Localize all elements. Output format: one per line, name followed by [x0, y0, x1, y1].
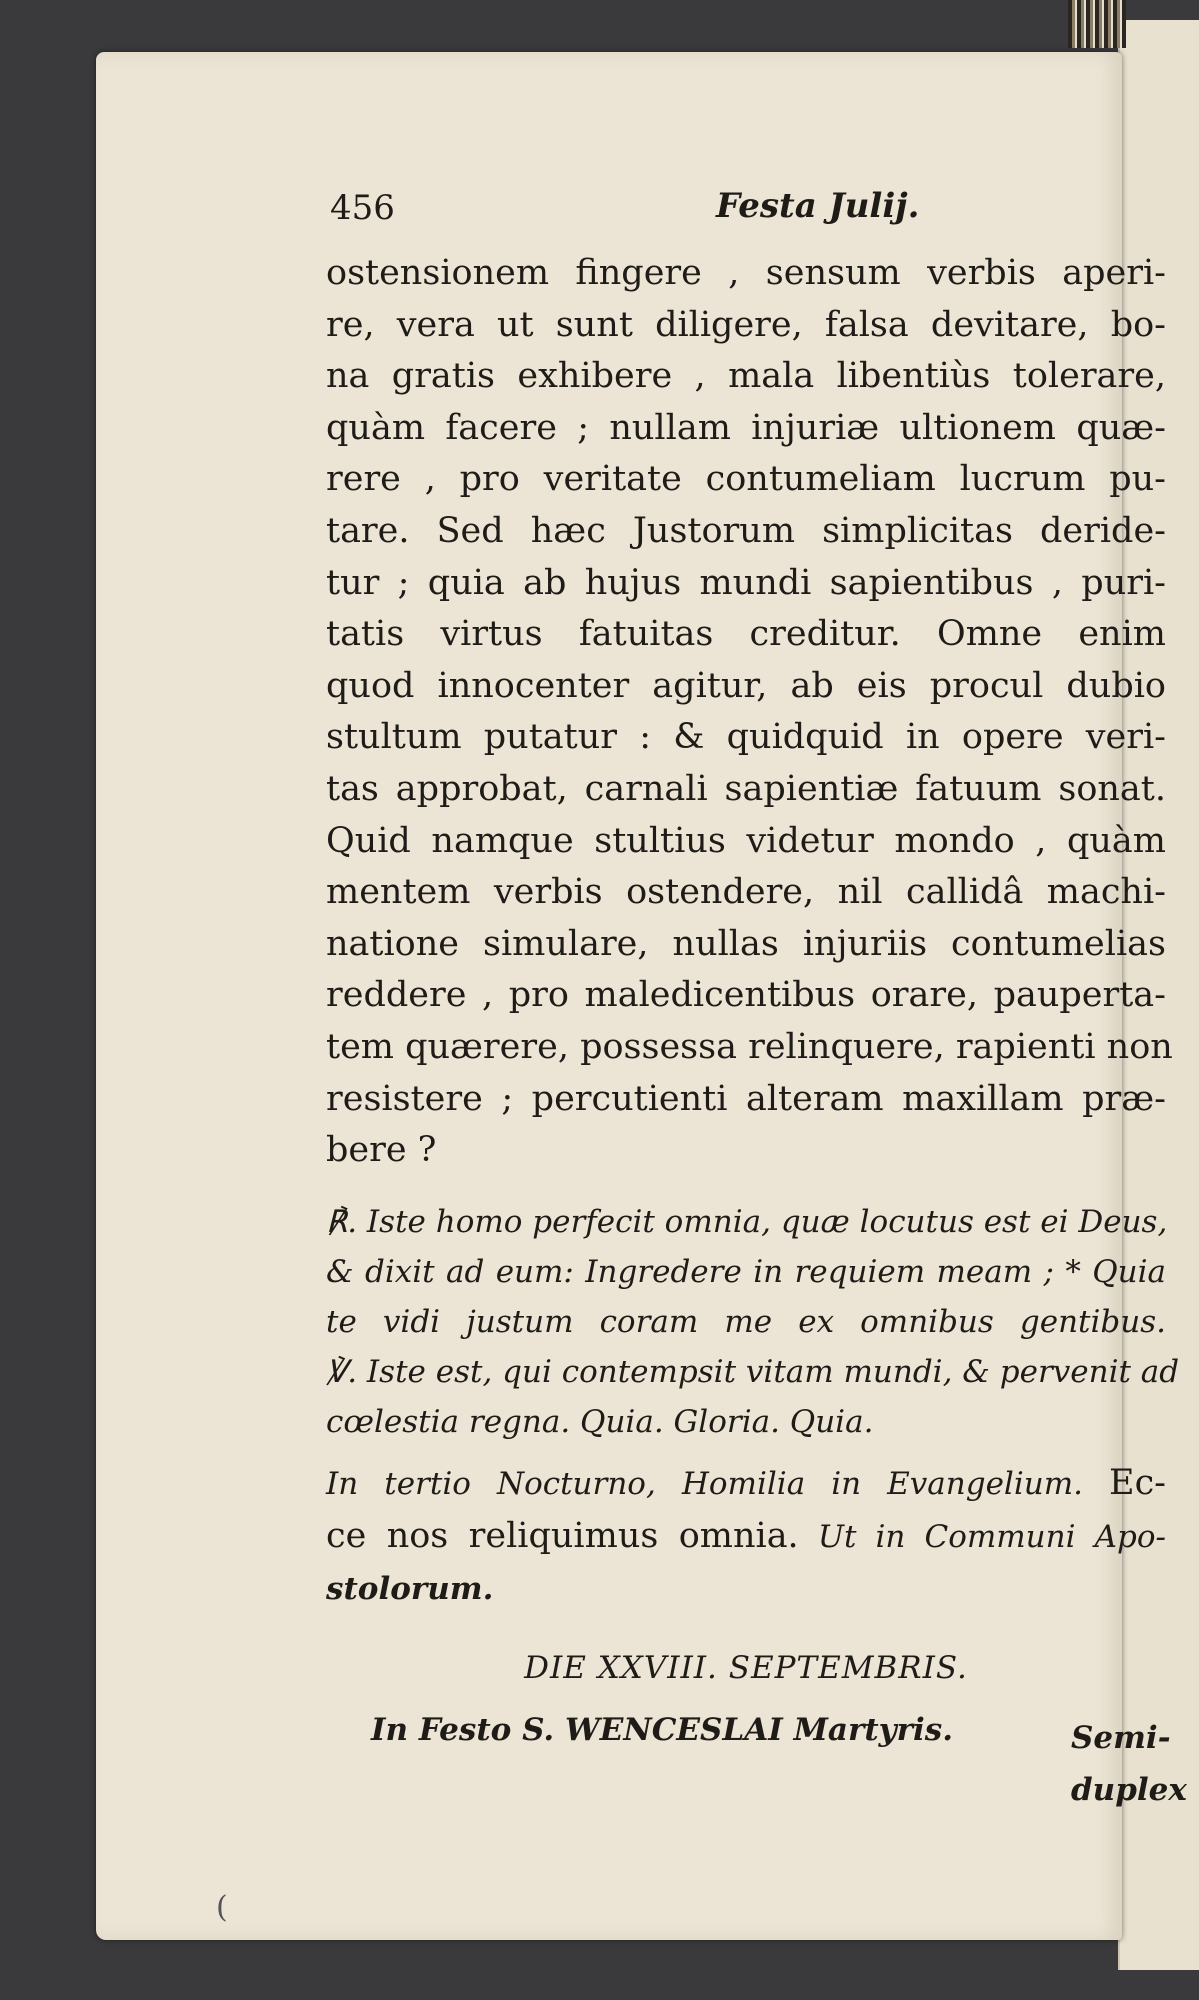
text-line: tatis virtus fatuitas creditur. Omne enim [326, 614, 1166, 655]
text-line: na gratis exhibere , mala libentiùs tolerare, [326, 356, 1166, 397]
nocturn-rubric [326, 1457, 1166, 1615]
text-line: quod innocenter agitur, ab eis procul dubio [326, 665, 1166, 706]
text-line: reddere , pro maledicentibus orare, pauperta- [326, 975, 1166, 1016]
margin-mark: ( [216, 1890, 228, 1925]
feast-date-heading: DIE XXVIII. SEPTEMBRIS. [524, 1650, 968, 1686]
text-line: rere , pro veritate contumeliam lucrum pu- [326, 459, 1166, 500]
text-line: bere ? [326, 1130, 437, 1171]
rubric-roman: ce nos reliquimus omnia. [326, 1516, 799, 1556]
page-number: 456 [330, 188, 395, 228]
responsory-line: te vidi justum coram me ex omnibus gentibus. [326, 1304, 1166, 1340]
text-line: ostensionem fingere , sensum verbis aperi- [326, 253, 1166, 293]
rubric-italic: In tertio Nocturno, Homilia in Evangelium. [326, 1466, 1083, 1502]
text-line: resistere ; percutienti alteram maxillam præ- [326, 1078, 1166, 1119]
responsory [326, 1197, 1180, 1447]
responsory-line: cœlestia regna. Quia. Gloria. Quia. [326, 1404, 874, 1440]
text-line: Quid namque stultius videtur mondo , quàm [326, 820, 1166, 861]
book-page [96, 52, 1187, 1940]
responsory-line: ℣. Iste est, qui contempsit vitam mundi, & pervenit ad [326, 1354, 1180, 1390]
responsory-line: ℟. Iste homo perfecit omnia, quæ locutus est ei Deus, [326, 1204, 1168, 1240]
text-line: tur ; quia ab hujus mundi sapientibus , puri- [326, 562, 1166, 603]
text-line: tare. Sed hæc Justorum simplicitas deride- [326, 510, 1166, 551]
book-edge [1068, 0, 1126, 48]
text-line: natione simulare, nullas injuriis contumelias [326, 923, 1166, 964]
rubric-line [326, 1510, 1166, 1563]
feast-title: In Festo S. WENCESLAI Martyris. [371, 1712, 954, 1748]
text-line: re, vera ut sunt diligere, falsa devitare, bo- [326, 304, 1166, 345]
text-line: tem quærere, possessa relinquere, rapienti non [326, 1026, 1173, 1067]
feast-rank [1071, 1712, 1187, 1816]
rank-line: Semi- [1071, 1720, 1171, 1756]
running-title: Festa Julij. [716, 186, 920, 226]
homily-text [326, 248, 1173, 1177]
text-line: stultum putatur : & quidquid in opere veri- [326, 717, 1166, 758]
text-line: quàm facere ; nullam injuriæ ultionem quæ- [326, 407, 1166, 448]
responsory-line: & dixit ad eum: Ingredere in requiem meam ; * Quia [326, 1254, 1166, 1290]
text-line: mentem verbis ostendere, nil callidâ machi- [326, 872, 1166, 913]
rubric-line [326, 1457, 1166, 1510]
rank-line: duplex [1071, 1772, 1187, 1808]
rubric-italic: Ut in Communi Apo- [817, 1519, 1166, 1555]
rubric-line [326, 1563, 1166, 1615]
running-head [326, 182, 1166, 232]
rubric-roman: Ec- [1109, 1463, 1166, 1503]
text-line: tas approbat, carnali sapientiæ fatuum sonat. [326, 768, 1166, 809]
rubric-italic: stolorum. [326, 1571, 494, 1607]
